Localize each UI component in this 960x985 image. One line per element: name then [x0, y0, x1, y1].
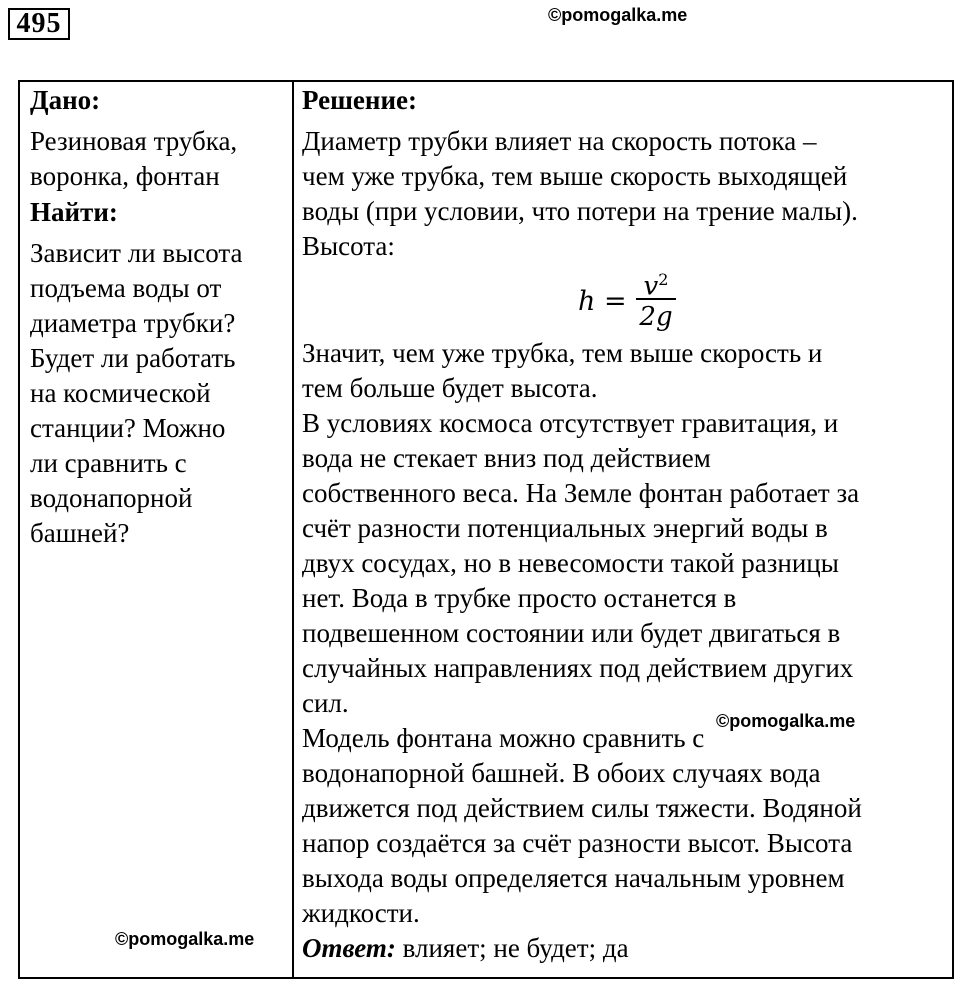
- problem-number: 495: [8, 8, 70, 40]
- formula-lhs: h =: [578, 286, 627, 317]
- formula-numerator: $v^2$: [643, 270, 669, 302]
- watermark-top: ©pomogalka.me: [548, 5, 688, 25]
- formula-exponent: 2: [658, 270, 669, 289]
- solution-line: подвешенном состоянии или будет двигаться в: [302, 618, 841, 648]
- solution-line: жидкости.: [302, 898, 420, 928]
- find-line: водонапорной: [30, 483, 193, 513]
- answer-line: [302, 931, 950, 966]
- solution-line: собственного веса. На Земле фонтан работает за: [302, 478, 860, 508]
- solution-line: нет. Вода в трубке просто останется в: [302, 583, 737, 613]
- solution-line: тем больше будет высота.: [302, 373, 598, 403]
- find-line: башней?: [30, 518, 130, 548]
- watermark-bottom: ©pomogalka.me: [115, 929, 255, 949]
- find-line: на космической: [30, 378, 211, 408]
- given-line: воронка, фонтан: [30, 161, 220, 191]
- given-line: Резиновая трубка,: [30, 126, 238, 156]
- answer-text: влияет; не будет; да: [395, 933, 629, 963]
- solution-line: Модель фонтана можно сравнить с: [302, 723, 705, 753]
- solution-line: В условиях космоса отсутствует гравитация, и: [302, 408, 839, 438]
- solution-heading: Решение:: [302, 85, 417, 115]
- solution-line: воды (при условии, что потери на трение малы).: [302, 196, 858, 226]
- find-line: Зависит ли высота: [30, 238, 243, 268]
- formula-fraction: [636, 264, 676, 332]
- solution-column: [302, 82, 950, 966]
- solution-line: Диаметр трубки влияет на скорость потока –: [302, 126, 817, 156]
- given-column: [30, 82, 282, 551]
- solution-line: движется под действием силы тяжести. Водяной: [302, 793, 862, 823]
- find-line: станции? Можно: [30, 413, 226, 443]
- formula-denominator: 2g: [639, 302, 673, 332]
- find-line: диаметра трубки?: [30, 308, 236, 338]
- find-line: Будет ли работать: [30, 343, 236, 373]
- answer-label: Ответ:: [302, 933, 396, 963]
- solution-line: напор создаётся за счёт разности высот. Высота: [302, 828, 853, 858]
- solution-line: случайных направлениях под действием других: [302, 653, 854, 683]
- solution-line: Значит, чем уже трубка, тем выше скорость и: [302, 338, 823, 368]
- given-heading: Дано:: [30, 85, 101, 115]
- solution-line: двух сосудах, но в невесомости такой разницы: [302, 548, 839, 578]
- solution-line: вода не стекает вниз под действием: [302, 443, 711, 473]
- find-line: ли сравнить с: [30, 448, 187, 478]
- find-line: подъема воды от: [30, 273, 222, 303]
- solution-line: водонапорной башней. В обоих случаях вода: [302, 758, 821, 788]
- solution-line: чем уже трубка, тем выше скорость выходящей: [302, 161, 848, 191]
- solution-line: выхода воды определяется начальным уровнем: [302, 863, 845, 893]
- solution-line: счёт разности потенциальных энергий воды в: [302, 513, 828, 543]
- solution-line: Высота:: [302, 231, 395, 261]
- watermark-middle: ©pomogalka.me: [716, 711, 856, 731]
- solution-line: сил.: [302, 688, 349, 718]
- height-formula: [578, 264, 950, 336]
- find-heading: Найти:: [30, 197, 118, 227]
- column-divider: [292, 82, 294, 977]
- problem-table: [18, 80, 954, 979]
